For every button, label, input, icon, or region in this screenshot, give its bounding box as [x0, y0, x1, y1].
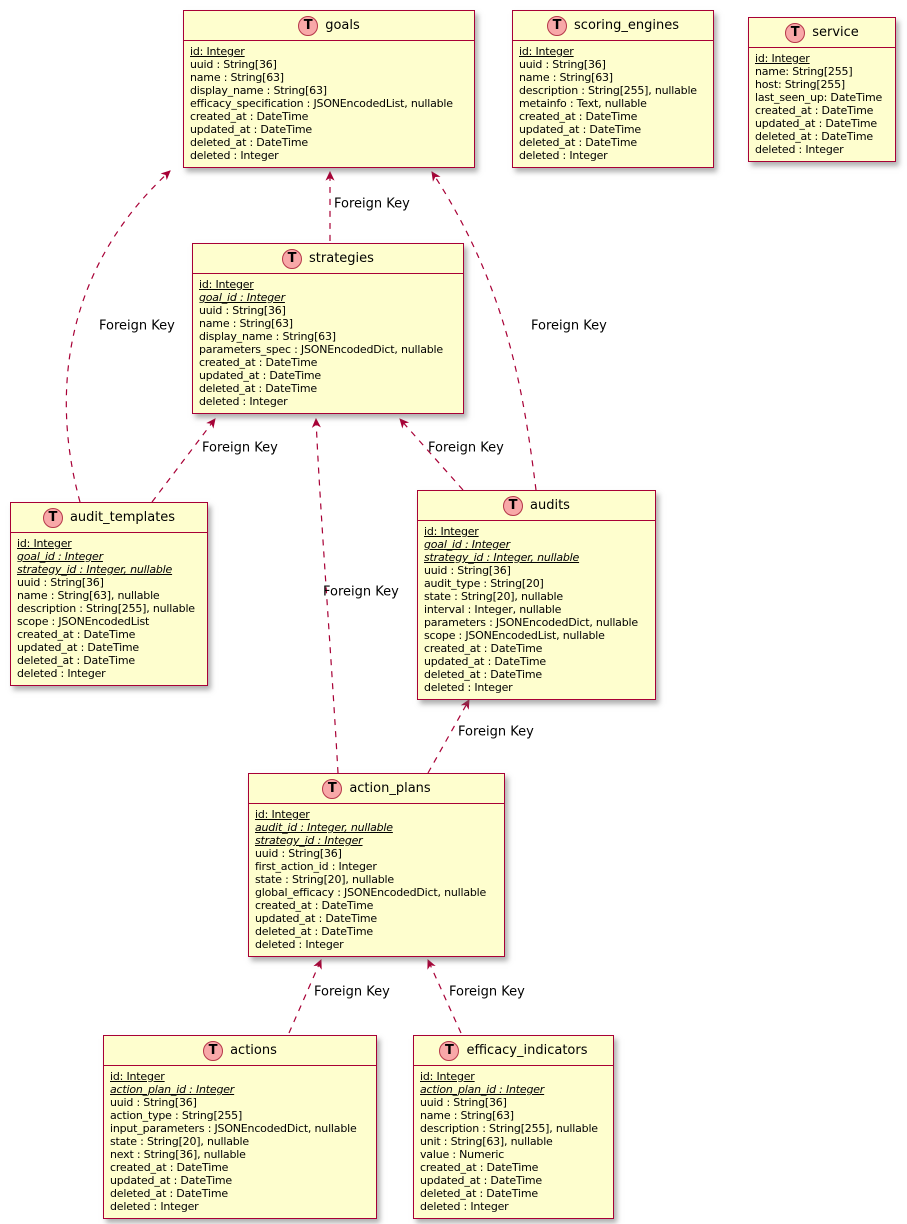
- attribute-row: name: String[255]: [755, 65, 853, 78]
- table-service: [748, 17, 896, 162]
- attribute-row: action_plan_id : Integer: [420, 1083, 545, 1096]
- attribute-row: interval : Integer, nullable: [424, 603, 562, 616]
- table-spot-icon: T: [503, 496, 523, 516]
- foreign-key-label: Foreign Key: [314, 984, 390, 1000]
- attribute-row: uuid : String[36]: [424, 564, 511, 577]
- table-title: audit_templates: [69, 510, 176, 525]
- table-title: goals: [325, 18, 360, 33]
- attribute-row: uuid : String[36]: [199, 304, 286, 317]
- attribute-row: input_parameters : JSONEncodedDict, nullable: [110, 1122, 357, 1135]
- attribute-row: created_at : DateTime: [199, 356, 318, 369]
- attribute-row: created_at : DateTime: [110, 1161, 229, 1174]
- attribute-row: scope : JSONEncodedList: [17, 615, 150, 628]
- attribute-row: deleted_at : DateTime: [420, 1187, 538, 1200]
- attribute-row: name : String[63]: [199, 317, 293, 330]
- attribute-list: [749, 48, 895, 161]
- attribute-row: created_at : DateTime: [424, 642, 543, 655]
- table-header: [193, 244, 463, 274]
- table-header: [11, 503, 207, 533]
- attribute-row: deleted_at : DateTime: [255, 925, 373, 938]
- table-spot-icon: T: [785, 23, 805, 43]
- attribute-row: deleted : Integer: [755, 143, 844, 156]
- foreign-key-arrow-audit_templates-to-goals: [66, 171, 170, 502]
- attribute-row: updated_at : DateTime: [110, 1174, 233, 1187]
- table-header: [414, 1036, 613, 1066]
- attribute-row: deleted : Integer: [255, 938, 344, 951]
- table-actions: [103, 1035, 377, 1219]
- foreign-key-label: Foreign Key: [202, 440, 278, 456]
- attribute-row: updated_at : DateTime: [420, 1174, 543, 1187]
- attribute-row: deleted : Integer: [110, 1200, 199, 1213]
- attribute-row: action_plan_id : Integer: [110, 1083, 235, 1096]
- attribute-row: description : String[255], nullable: [519, 84, 697, 97]
- attribute-row: parameters : JSONEncodedDict, nullable: [424, 616, 638, 629]
- attribute-row: updated_at : DateTime: [190, 123, 313, 136]
- foreign-key-label: Foreign Key: [449, 984, 525, 1000]
- attribute-row: description : String[255], nullable: [420, 1122, 598, 1135]
- attribute-row: goal_id : Integer: [424, 538, 510, 551]
- attribute-row: created_at : DateTime: [17, 628, 136, 641]
- attribute-row: action_type : String[255]: [110, 1109, 243, 1122]
- table-header: [513, 11, 713, 41]
- table-strategies: [192, 243, 464, 414]
- table-audit_templates: [10, 502, 208, 686]
- attribute-row: uuid : String[36]: [255, 847, 342, 860]
- table-title: strategies: [309, 251, 374, 266]
- foreign-key-label: Foreign Key: [99, 318, 175, 334]
- attribute-row: deleted : Integer: [420, 1200, 509, 1213]
- table-spot-icon: T: [43, 508, 63, 528]
- attribute-row: state : String[20], nullable: [424, 590, 563, 603]
- attribute-row: strategy_id : Integer, nullable: [424, 551, 580, 564]
- table-title: efficacy_indicators: [466, 1043, 588, 1058]
- attribute-list: [11, 533, 207, 685]
- attribute-row: state : String[20], nullable: [110, 1135, 249, 1148]
- table-spot-icon: T: [439, 1041, 459, 1061]
- attribute-row: name : String[63], nullable: [17, 589, 160, 602]
- table-audits: [417, 490, 656, 700]
- attribute-row: deleted_at : DateTime: [519, 136, 637, 149]
- attribute-row: id: Integer: [17, 537, 72, 550]
- attribute-list: [249, 804, 504, 956]
- attribute-row: uuid : String[36]: [17, 576, 104, 589]
- attribute-row: deleted_at : DateTime: [190, 136, 308, 149]
- table-title: service: [812, 25, 859, 40]
- foreign-key-arrow-audit_templates-to-strategies: [152, 419, 215, 502]
- attribute-row: efficacy_specification : JSONEncodedList, nullable: [190, 97, 453, 110]
- attribute-list: [193, 274, 463, 413]
- attribute-list: [513, 41, 713, 167]
- attribute-row: created_at : DateTime: [420, 1161, 539, 1174]
- attribute-row: id: Integer: [424, 525, 479, 538]
- attribute-row: deleted_at : DateTime: [424, 668, 542, 681]
- attribute-row: host: String[255]: [755, 78, 845, 91]
- attribute-row: created_at : DateTime: [519, 110, 638, 123]
- table-efficacy_indicators: [413, 1035, 614, 1219]
- table-header: [184, 11, 474, 41]
- table-action_plans: [248, 773, 505, 957]
- table-header: [249, 774, 504, 804]
- attribute-row: updated_at : DateTime: [255, 912, 378, 925]
- attribute-row: goal_id : Integer: [17, 550, 103, 563]
- attribute-row: id: Integer: [255, 808, 310, 821]
- table-header: [104, 1036, 376, 1066]
- attribute-row: description : String[255], nullable: [17, 602, 195, 615]
- attribute-row: strategy_id : Integer, nullable: [17, 563, 173, 576]
- table-scoring_engines: [512, 10, 714, 168]
- attribute-row: id: Integer: [519, 45, 574, 58]
- attribute-row: deleted : Integer: [199, 395, 288, 408]
- attribute-row: updated_at : DateTime: [199, 369, 322, 382]
- foreign-key-label: Foreign Key: [428, 440, 504, 456]
- table-spot-icon: T: [203, 1041, 223, 1061]
- foreign-key-label: Foreign Key: [323, 584, 399, 600]
- attribute-row: next : String[36], nullable: [110, 1148, 246, 1161]
- attribute-row: updated_at : DateTime: [17, 641, 140, 654]
- attribute-row: scope : JSONEncodedList, nullable: [424, 629, 605, 642]
- table-title: audits: [530, 498, 570, 513]
- attribute-row: id: Integer: [190, 45, 245, 58]
- attribute-row: deleted_at : DateTime: [17, 654, 135, 667]
- table-title: actions: [230, 1043, 277, 1058]
- attribute-row: created_at : DateTime: [755, 104, 874, 117]
- attribute-row: name : String[63]: [190, 71, 284, 84]
- attribute-row: deleted_at : DateTime: [110, 1187, 228, 1200]
- attribute-row: id: Integer: [420, 1070, 475, 1083]
- attribute-row: goal_id : Integer: [199, 291, 285, 304]
- attribute-row: strategy_id : Integer: [255, 834, 363, 847]
- table-spot-icon: T: [322, 779, 342, 799]
- attribute-row: audit_type : String[20]: [424, 577, 544, 590]
- attribute-list: [104, 1066, 376, 1218]
- attribute-row: uuid : String[36]: [110, 1096, 197, 1109]
- attribute-row: deleted : Integer: [17, 667, 106, 680]
- attribute-row: id: Integer: [755, 52, 810, 65]
- attribute-row: id: Integer: [110, 1070, 165, 1083]
- table-header: [749, 18, 895, 48]
- attribute-row: uuid : String[36]: [519, 58, 606, 71]
- attribute-row: uuid : String[36]: [190, 58, 277, 71]
- attribute-row: deleted : Integer: [424, 681, 513, 694]
- attribute-row: value : Numeric: [420, 1148, 505, 1161]
- foreign-key-label: Foreign Key: [458, 724, 534, 740]
- attribute-row: uuid : String[36]: [420, 1096, 507, 1109]
- attribute-row: id: Integer: [199, 278, 254, 291]
- foreign-key-label: Foreign Key: [334, 196, 410, 212]
- table-spot-icon: T: [298, 16, 318, 36]
- attribute-row: updated_at : DateTime: [519, 123, 642, 136]
- attribute-list: [184, 41, 474, 167]
- table-header: [418, 491, 655, 521]
- attribute-row: created_at : DateTime: [255, 899, 374, 912]
- attribute-list: [414, 1066, 613, 1218]
- attribute-row: state : String[20], nullable: [255, 873, 394, 886]
- attribute-row: created_at : DateTime: [190, 110, 309, 123]
- attribute-list: [418, 521, 655, 699]
- attribute-row: display_name : String[63]: [190, 84, 327, 97]
- attribute-row: deleted : Integer: [190, 149, 279, 162]
- attribute-row: updated_at : DateTime: [424, 655, 547, 668]
- attribute-row: name : String[63]: [519, 71, 613, 84]
- foreign-key-label: Foreign Key: [531, 318, 607, 334]
- attribute-row: deleted : Integer: [519, 149, 608, 162]
- attribute-row: global_efficacy : JSONEncodedDict, nullable: [255, 886, 487, 899]
- table-title: action_plans: [349, 781, 431, 796]
- attribute-row: deleted_at : DateTime: [199, 382, 317, 395]
- table-title: scoring_engines: [574, 18, 679, 33]
- attribute-row: last_seen_up: DateTime: [755, 91, 883, 104]
- attribute-row: name : String[63]: [420, 1109, 514, 1122]
- attribute-row: updated_at : DateTime: [755, 117, 878, 130]
- attribute-row: metainfo : Text, nullable: [519, 97, 647, 110]
- attribute-row: audit_id : Integer, nullable: [255, 821, 393, 834]
- attribute-row: display_name : String[63]: [199, 330, 336, 343]
- table-spot-icon: T: [282, 249, 302, 269]
- table-spot-icon: T: [547, 16, 567, 36]
- attribute-row: deleted_at : DateTime: [755, 130, 873, 143]
- attribute-row: first_action_id : Integer: [255, 860, 377, 873]
- attribute-row: unit : String[63], nullable: [420, 1135, 553, 1148]
- table-goals: [183, 10, 475, 168]
- attribute-row: parameters_spec : JSONEncodedDict, nullable: [199, 343, 443, 356]
